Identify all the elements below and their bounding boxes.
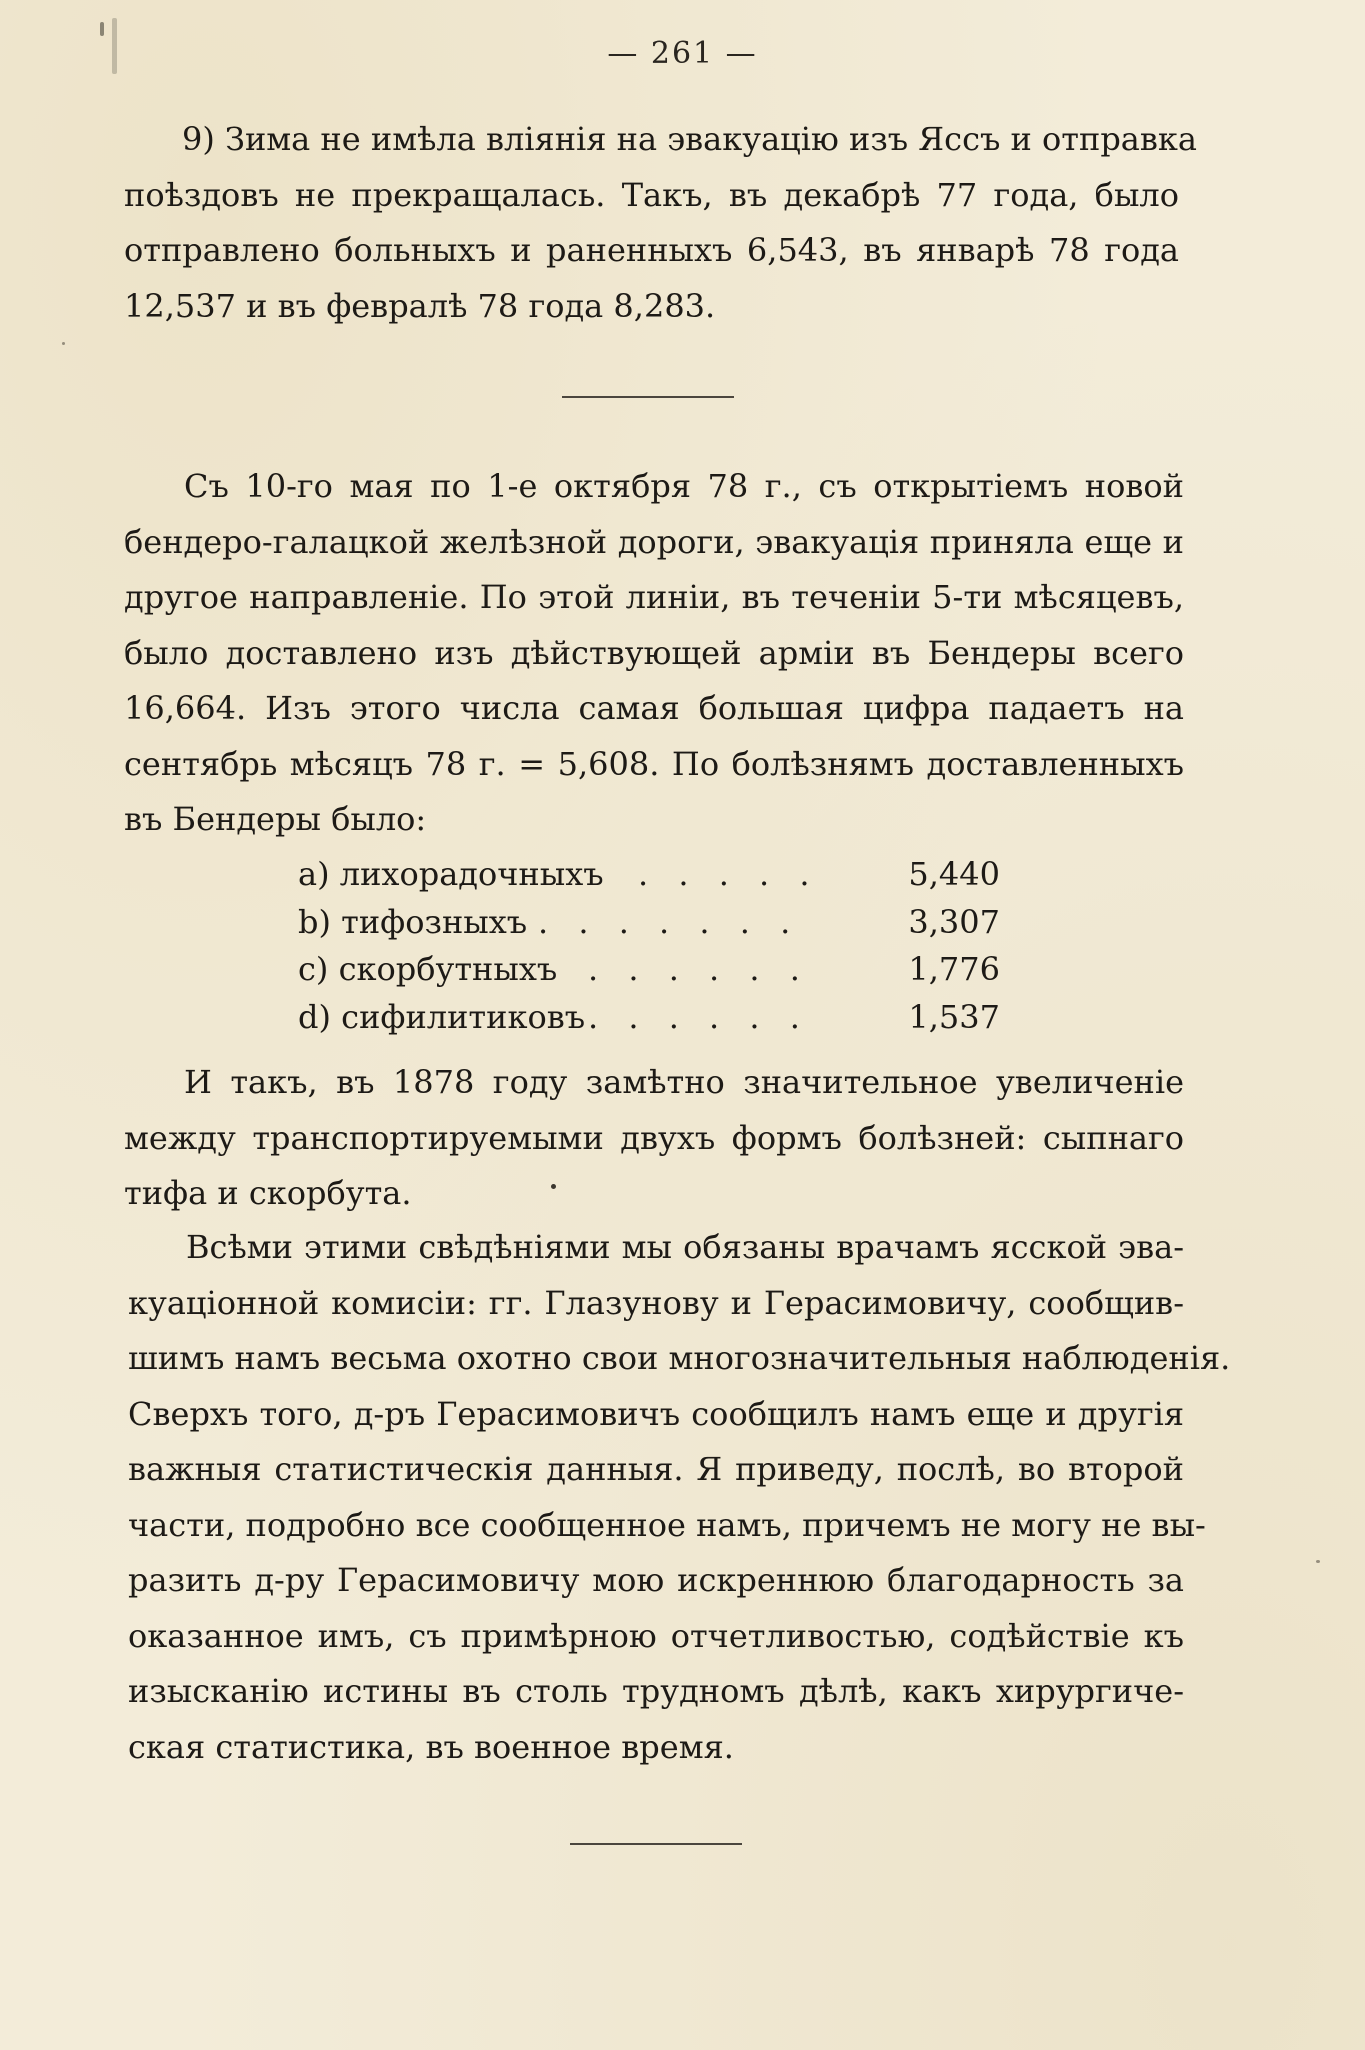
list-item-label: c) скорбутныхъ <box>298 950 558 988</box>
paragraph-line: Съ 10-го мая по 1-е октября 78 г., съ открытіемъ новой <box>184 467 1184 505</box>
disease-list <box>298 851 1010 1041</box>
list-item-value: 1,537 <box>908 997 1000 1036</box>
page-number: — 261 — <box>607 36 758 71</box>
ink-speck <box>551 1184 556 1189</box>
paragraph-line: 16,664. Изъ этого числа самая большая цифра падаетъ на <box>124 689 1184 727</box>
paragraph-line: части, подробно все сообщенное намъ, причемъ не могу не вы- <box>128 1505 1206 1544</box>
list-item-label: d) сифилитиковъ <box>298 997 586 1036</box>
paragraph-line: И такъ, въ 1878 году замѣтно значительное увеличеніе <box>184 1063 1184 1101</box>
paragraph-evacuation-winter <box>124 112 1197 334</box>
list-item-label: b) тифозныхъ <box>298 902 528 941</box>
ink-speck <box>100 22 104 36</box>
section-divider <box>562 396 734 398</box>
list-item <box>298 994 1010 1042</box>
list-item-value: 1,776 <box>908 950 1000 988</box>
paragraph-line: шимъ намъ весьма охотно свои многозначительныя наблюденія. <box>128 1339 1231 1377</box>
list-item <box>298 851 1010 899</box>
paragraph-line: Сверхъ того, д-ръ Герасимовичъ сообщилъ намъ еще и другія <box>128 1394 1184 1433</box>
paragraph-line: отправлено больныхъ и раненныхъ 6,543, въ январѣ 78 года <box>124 231 1179 269</box>
list-item-label: a) лихорадочныхъ <box>298 855 604 893</box>
paragraph-line: было доставлено изъ дѣйствующей арміи въ Бендеры всего <box>124 633 1184 672</box>
paragraph-line: въ Бендеры было: <box>124 800 427 838</box>
paragraph-line: 12,537 и въ февралѣ 78 года 8,283. <box>124 286 716 325</box>
paragraph-line: разить д-ру Герасимовичу мою искреннюю благодарность за <box>128 1561 1184 1599</box>
list-item-leader-dots: . . . . . . <box>588 997 810 1036</box>
paragraph-line: куаціонной комисіи: гг. Глазунову и Герасимовичу, сообщив- <box>128 1283 1184 1322</box>
paragraph-line: Всѣми этими свѣдѣніями мы обязаны врачамъ ясской эва- <box>186 1228 1184 1266</box>
paragraph-acknowledgement <box>128 1220 1231 1775</box>
ink-speck <box>62 342 65 345</box>
paragraph-line: 9) Зима не имѣла вліянія на эвакуацію изъ Яссъ и отправка <box>182 120 1197 158</box>
paragraph-line: тифа и скорбута. <box>124 1174 412 1212</box>
ink-speck <box>1316 1560 1320 1563</box>
list-item <box>298 946 1010 994</box>
paragraph-line: ская статистика, въ военное время. <box>128 1727 734 1766</box>
paragraph-line: изысканію истины въ столь трудномъ дѣлѣ, какъ хирургиче- <box>128 1672 1184 1710</box>
list-item-leader-dots: . . . . . . . <box>538 902 801 941</box>
list-item-leader-dots: . . . . . <box>638 855 820 893</box>
paragraph-line: другое направленіе. По этой линіи, въ теченіи 5-ти мѣсяцевъ, <box>124 578 1184 616</box>
paragraph-bendery-route <box>124 459 1184 848</box>
paragraph-line: бендеро-галацкой желѣзной дороги, эвакуація приняла еще и <box>124 522 1184 561</box>
paragraph-line: важныя статистическія данныя. Я приведу, послѣ, во второй <box>128 1450 1184 1488</box>
list-item-leader-dots: . . . . . . <box>588 950 810 988</box>
paragraph-1878-increase <box>124 1055 1184 1222</box>
paragraph-line: сентябрь мѣсяцъ 78 г. = 5,608. По болѣзнямъ доставленныхъ <box>124 744 1184 783</box>
section-divider <box>570 1843 742 1845</box>
list-item-value: 3,307 <box>908 902 1000 941</box>
paragraph-line: поѣздовъ не прекращалась. Такъ, въ декабрѣ 77 года, было <box>124 175 1179 214</box>
ink-speck <box>112 18 117 74</box>
list-item-value: 5,440 <box>908 855 1000 893</box>
paragraph-line: между транспортируемыми двухъ формъ болѣзней: сыпнаго <box>124 1118 1184 1157</box>
paragraph-line: оказанное имъ, съ примѣрною отчетливостью, содѣйствіе къ <box>128 1616 1184 1655</box>
list-item <box>298 899 1010 947</box>
